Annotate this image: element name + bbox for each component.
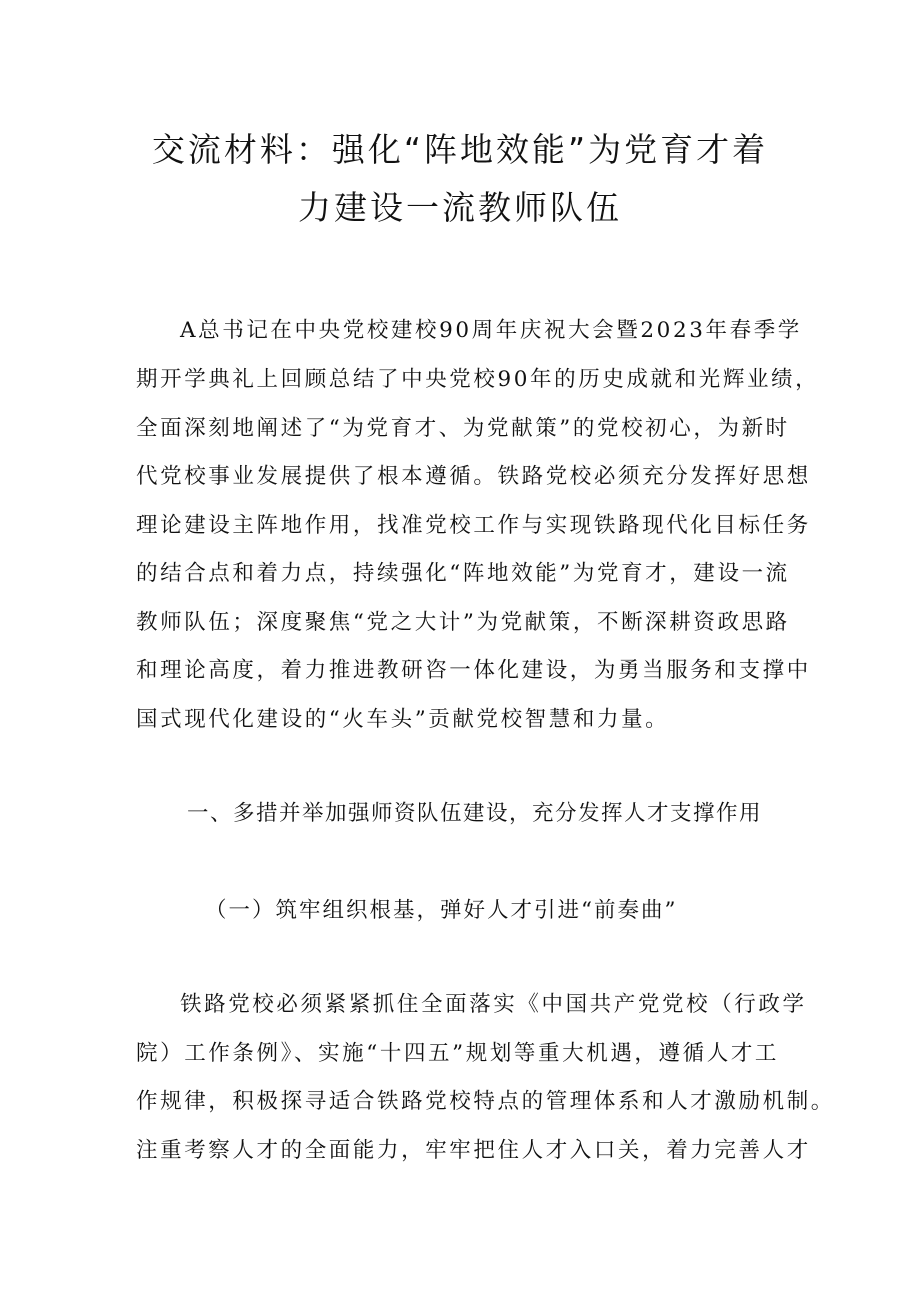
paragraph-line: 铁路党校必须紧紧抓住全面落实《中国共产党党校（行政学 [180,992,807,1017]
subsection-heading: （一）筑牢组织根基，弹好人才引进“前奏曲” [205,898,678,923]
paragraph-line: 的结合点和着力点，持续强化“阵地效能”为党育才，建设一流 [136,561,790,586]
paragraph-line: 期开学典礼上回顾总结了中央党校90年的历史成就和光辉业绩， [136,367,820,392]
paragraph-line: 全面深刻地阐述了“为党育才、为党献策”的党校初心，为新时 [136,416,790,441]
paragraph-line: 和理论高度，着力推进教研咨一体化建设，为勇当服务和支撑中 [136,658,811,683]
paragraph-line: 理论建设主阵地作用，找准党校工作与实现铁路现代化目标任务 [136,513,811,538]
paragraph-line: A总书记在中央党校建校90周年庆祝大会暨2023年春季学 [180,318,802,343]
paragraph-line: 注重考察人才的全面能力，牢牢把住人才入口关，着力完善人才 [136,1138,811,1163]
paragraph-line: 国式现代化建设的“火车头”贡献党校智慧和力量。 [136,707,670,732]
paragraph-line: 作规律，积极探寻适合铁路党校特点的管理体系和人才激励机制。 [136,1089,835,1114]
paragraph-line: 代党校事业发展提供了根本遵循。铁路党校必须充分发挥好思想 [136,464,811,489]
section-heading: 一、多措并举加强师资队伍建设，充分发挥人才支撑作用 [187,801,763,826]
document-title-line-2: 力建设一流教师队伍 [298,188,622,227]
paragraph-line: 教师队伍；深度聚焦“党之大计”为党献策，不断深耕资政思路 [136,610,790,635]
paragraph-line: 院）工作条例》、实施“十四五”规划等重大机遇，遵循人才工 [136,1041,780,1066]
document-title-line-1: 交流材料：强化“阵地效能”为党育才着 [151,130,769,169]
